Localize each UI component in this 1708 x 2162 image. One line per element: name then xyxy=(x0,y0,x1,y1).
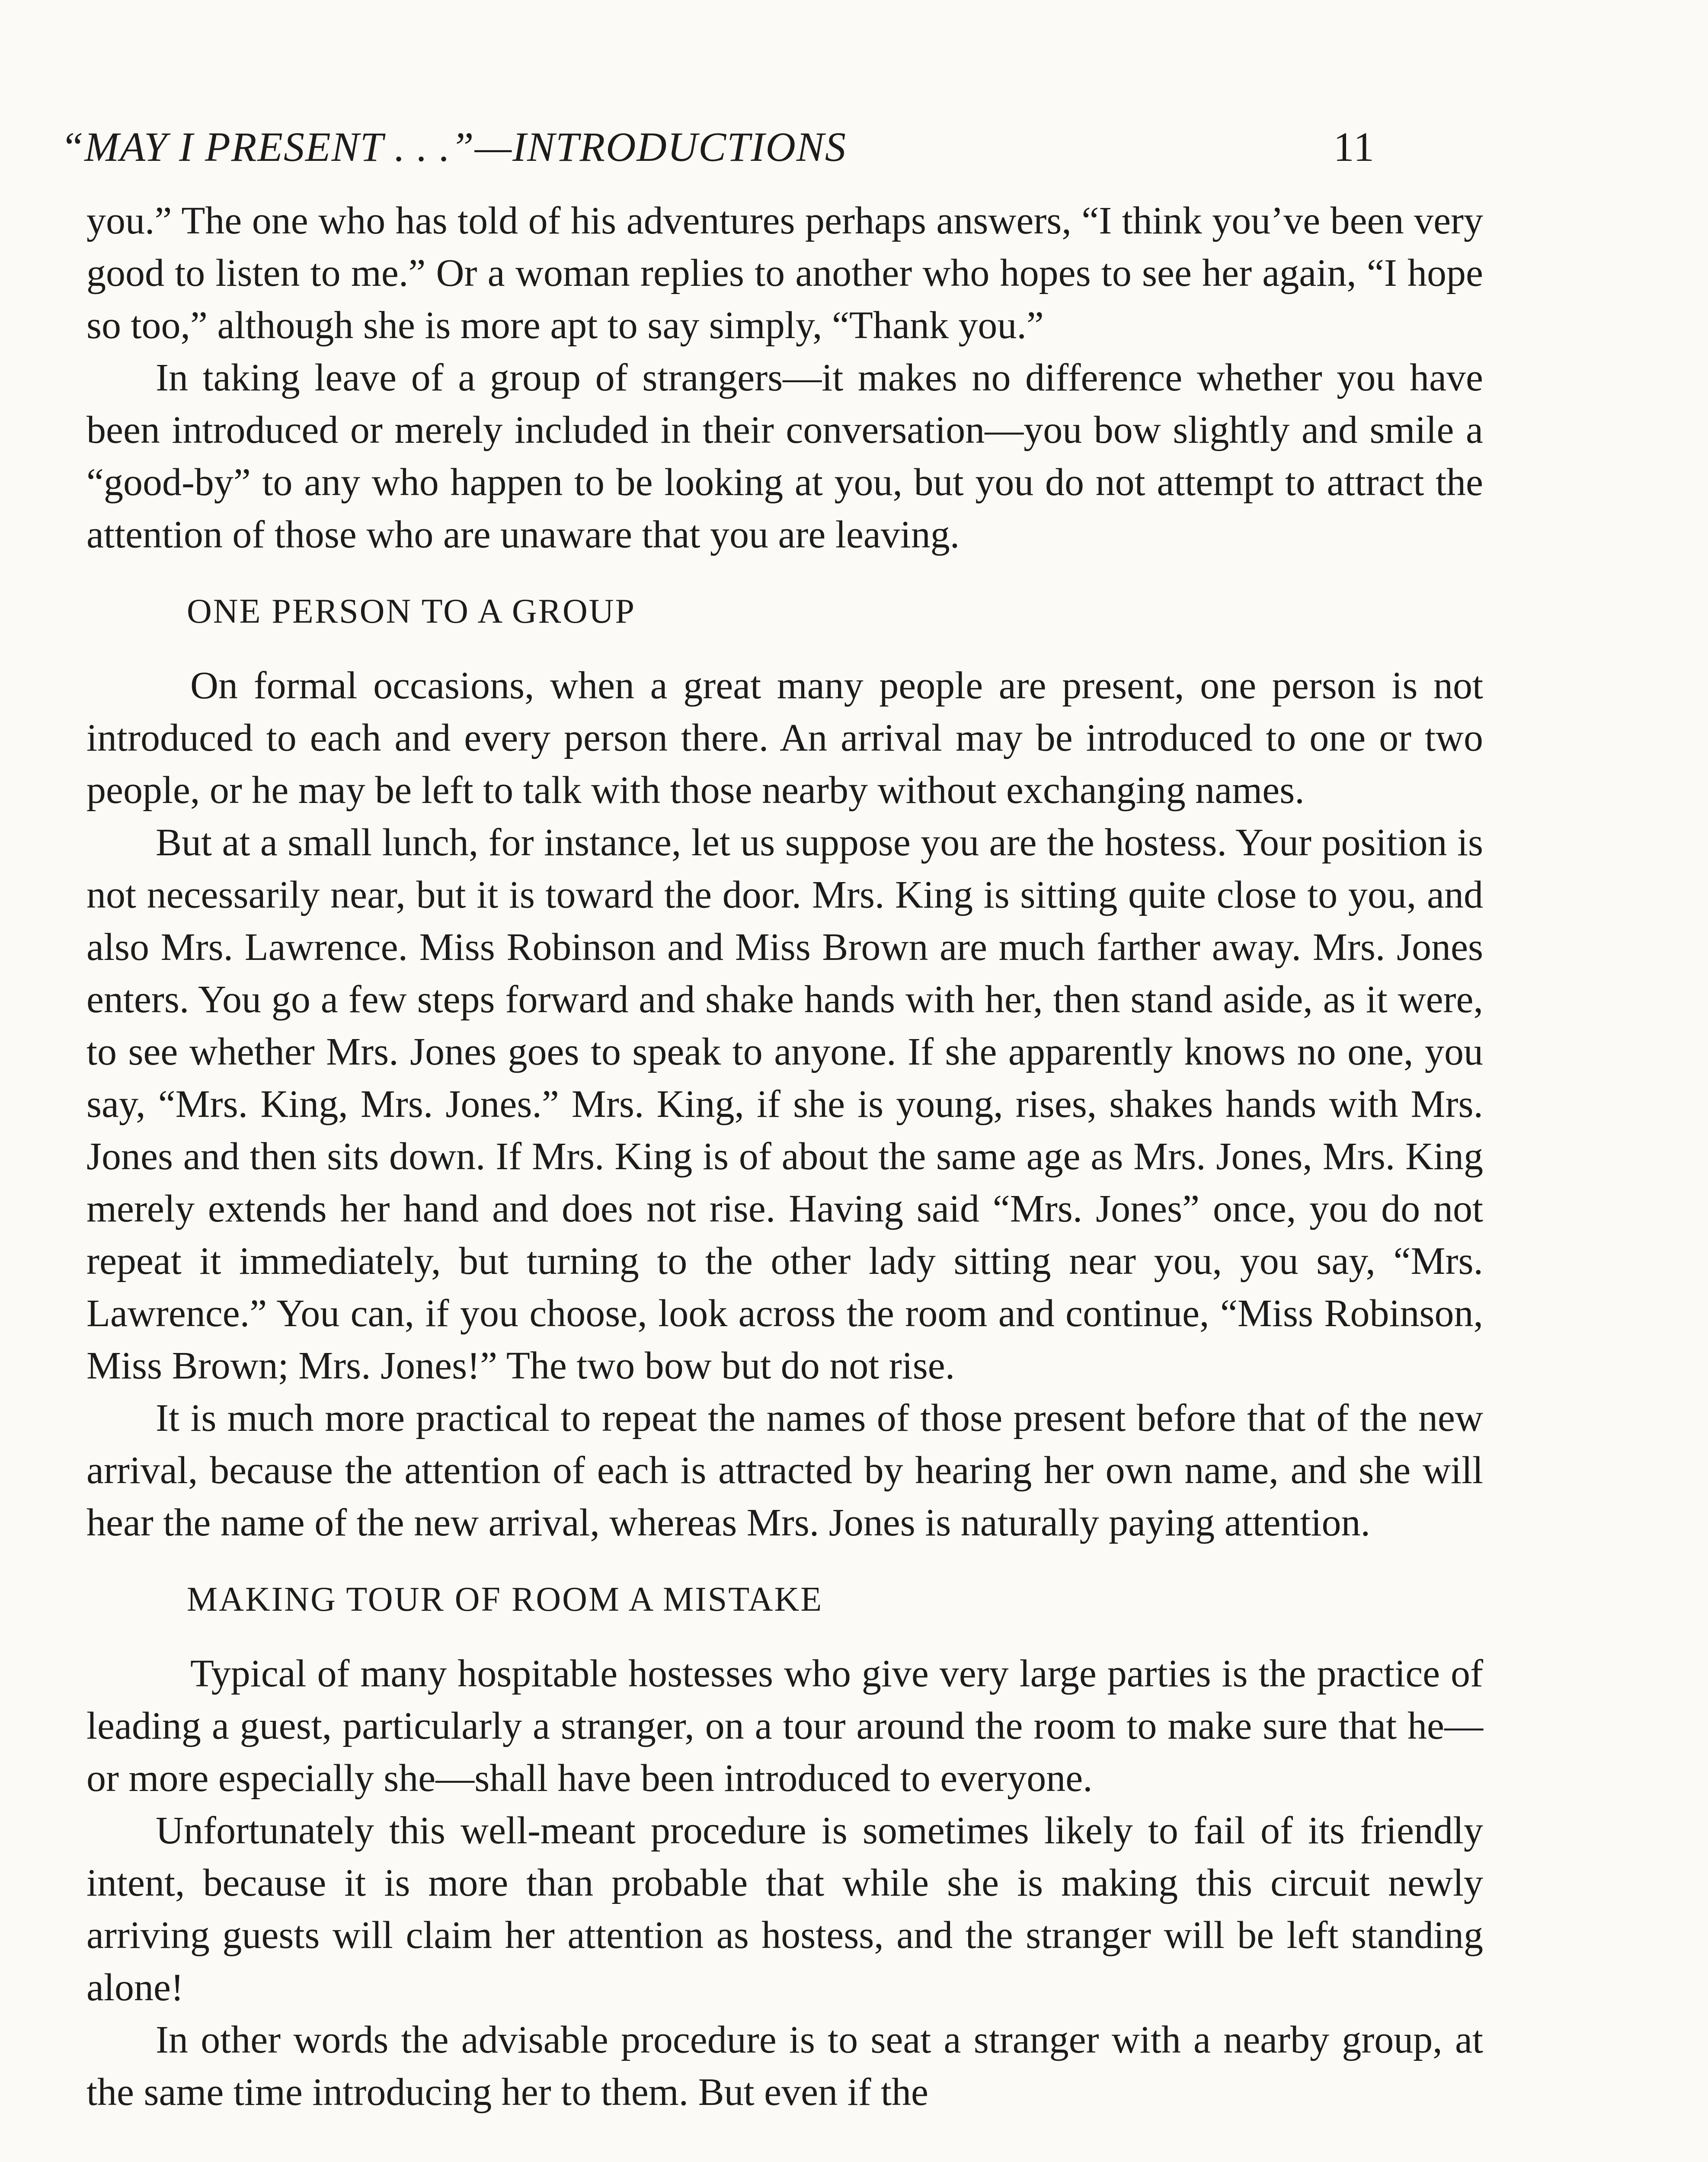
page-number: 11 xyxy=(1333,124,1375,170)
section-heading: ONE PERSON TO A GROUP xyxy=(187,592,636,630)
running-head xyxy=(61,117,1375,177)
page-body xyxy=(86,195,1483,2118)
paragraph: In taking leave of a group of strangers—it makes no difference whether you have been introduced or merely included in their conversation—you bow slightly and smile a “good-by” to any who happen to be looking at you, but you do not attempt to attract the attention of those who are unaware that you are leaving. xyxy=(86,356,1483,556)
paragraph: On formal occasions, when a great many people are present, one person is not introduced to each and every person there. An arrival may be introduced to one or two people, or he may be left to talk with those nearby without exchanging names. xyxy=(86,664,1483,812)
paragraph: Typical of many hospitable hostesses who give very large parties is the practice of leading a guest, particularly a stranger, on a tour around the room to make sure that he—or more especially she—shall have been introduced to everyone. xyxy=(86,1652,1483,1800)
chapter-title: “MAY I PRESENT . . .”—INTRODUCTIONS xyxy=(61,124,847,170)
section-heading: MAKING TOUR OF ROOM A MISTAKE xyxy=(187,1580,823,1618)
paragraph: But at a small lunch, for instance, let us suppose you are the hostess. Your position is not necessarily near, but it is toward the door. Mrs. King is sitting quite close to you, and also Mrs. Lawrence. Miss Robinson and Miss Brown are much farther away. Mrs. Jones enters. You go a few steps forward and shake hands with her, then stand aside, as it were, to see whether Mrs. Jones goes to speak to anyone. If she apparently knows no one, you say, “Mrs. King, Mrs. Jones.” Mrs. King, if she is young, rises, shakes hands with Mrs. Jones and then sits down. If Mrs. King is of about the same age as Mrs. Jones, Mrs. King merely extends her hand and does not rise. Having said “Mrs. Jones” once, you do not repeat it immediately, but turning to the other lady sitting near you, you say, “Mrs. Lawrence.” You can, if you choose, look across the room and continue, “Miss Robinson, Miss Brown; Mrs. Jones!” The two bow but do not rise. xyxy=(86,821,1483,1387)
paragraph: Unfortunately this well-meant procedure is sometimes likely to fail of its friendly intent, because it is more than probable that while she is making this circuit newly arriving guests will claim her attention as hostess, and the stranger will be left standing alone! xyxy=(86,1809,1483,2009)
paragraph: It is much more practical to repeat the names of those present before that of the new arrival, because the attention of each is attracted by hearing her own name, and she will hear the name of the new arrival, whereas Mrs. Jones is naturally paying attention. xyxy=(86,1397,1483,1544)
paragraph: In other words the advisable procedure is to seat a stranger with a nearby group, at the same time introducing her to them. But even if the xyxy=(86,2018,1483,2114)
paragraph: you.” The one who has told of his adventures perhaps answers, “I think you’ve been very good to listen to me.” Or a woman replies to another who hopes to see her again, “I hope so too,” although she is more apt to say simply, “Thank you.” xyxy=(86,199,1483,347)
